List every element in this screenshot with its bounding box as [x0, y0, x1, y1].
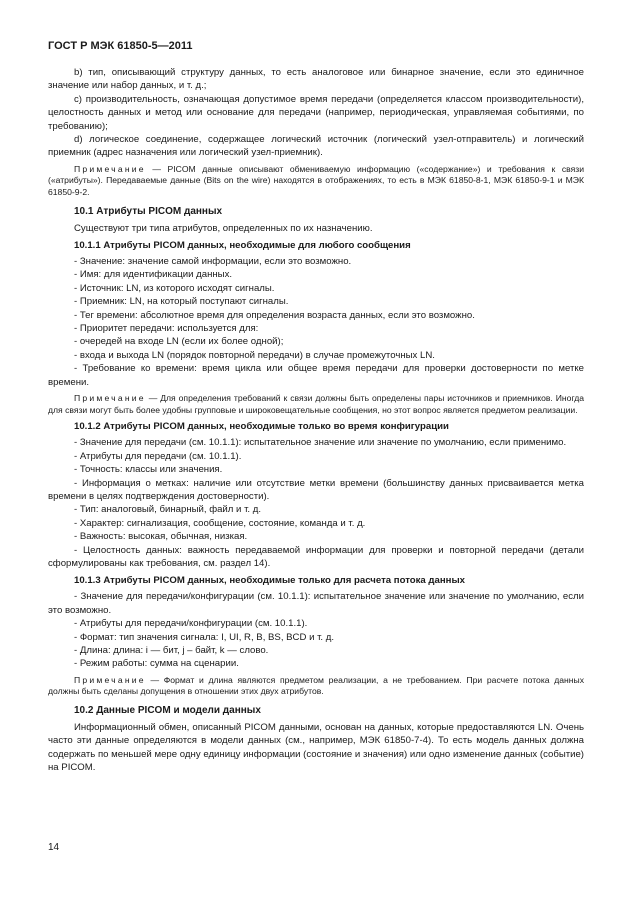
intro-item-b: b) тип, описывающий структуру данных, то есть аналоговое или бинарное значение, если это единичное значение или набор данных, и т. д.;	[48, 67, 584, 92]
list-item: - входа и выхода LN (порядок повторной передачи) в случае промежуточных LN.	[74, 349, 435, 361]
document-page	[48, 40, 584, 775]
list-item: - Целостность данных: важность передаваемой информации для проверки и повторной передачи (детали сформулированы как требования, см. раздел 14).	[48, 544, 584, 569]
note-label: Примечание	[74, 393, 146, 404]
list-item: - Значение для передачи/конфигурации (см. 10.1.1): испытательное значение или значение по умолчанию, если это возможно.	[48, 591, 584, 616]
section-10-2-title: 10.2 Данные PICOM и модели данных	[74, 704, 261, 716]
section-10-1-3-title: 10.1.3 Атрибуты PICOM данных, необходимые только для расчета потока данных	[74, 575, 465, 587]
section-10-1-title: 10.1 Атрибуты PICOM данных	[74, 205, 223, 217]
list-item: - Важность: высокая, обычная, низкая.	[74, 531, 248, 543]
list-item: - Тип: аналоговый, бинарный, файл и т. д.	[74, 504, 262, 516]
list-item: - Значение: значение самой информации, если это возможно.	[74, 256, 352, 268]
note-1	[48, 164, 584, 199]
list-item: - Режим работы: сумма на сценарии.	[74, 658, 239, 670]
list-item: - Приемник: LN, на который поступают сигналы.	[74, 296, 289, 308]
note-label: Примечание	[74, 163, 146, 174]
section-10-1-1-title: 10.1.1 Атрибуты PICOM данных, необходимые для любого сообщения	[74, 240, 411, 252]
page-number: 14	[48, 842, 60, 853]
note-text: — Для определения требований к связи должны быть определены пары источников и приемников. Иногда для связи могут быть более удобны групповые и широковещательные сообщения, но этот вопрос является предметом реализации.	[48, 393, 584, 415]
list-item: - Информация о метках: наличие или отсутствие метки времени (большинству данных присваивается метка времени в целях подтверждения достоверности).	[48, 477, 584, 502]
note-2	[48, 393, 584, 416]
note-3	[48, 675, 584, 698]
note-label: Примечание	[74, 674, 146, 685]
intro-item-c: с) производительность, означающая допустимое время передачи (определяется классом производительности), целостность данных и метод или основание для передачи (например, периодическая, управляемая событиями, по требованию);	[48, 93, 584, 132]
list-item: - Значение для передачи (см. 10.1.1): испытательное значение или значение по умолчанию, если применимо.	[74, 437, 567, 449]
list-item: - Тег времени: абсолютное время для определения возраста данных, если это возможно.	[74, 309, 475, 321]
list-item: - Атрибуты для передачи (см. 10.1.1).	[74, 450, 242, 462]
list-item: - очередей на входе LN (если их более одной);	[74, 336, 284, 348]
list-item: - Точность: классы или значения.	[74, 464, 223, 476]
section-10-1-2-title: 10.1.2 Атрибуты PICOM данных, необходимые только во время конфигурации	[74, 421, 449, 433]
note-text: — PICOM данные описывают обмениваемую информацию («содержание») и требования к связи («атрибуты»). Передаваемые данные (Bits on the wire) находятся в отображениях, то есть в МЭК 61850-8-1, МЭК 61850-9-1 и МЭК 61850-9-2.	[48, 163, 584, 198]
intro-item-d: d) логическое соединение, содержащее логический источник (логический узел-отправитель) и логический приемник (адрес назначения или логический узел-приемник).	[48, 134, 584, 159]
list-item: - Требование ко времени: время цикла или общее время передачи для проверки достоверности по метке времени.	[48, 363, 584, 388]
list-item: - Атрибуты для передачи/конфигурации (см. 10.1.1).	[74, 618, 308, 630]
list-item: - Характер: сигнализация, сообщение, состояние, команда и т. д.	[74, 517, 366, 529]
list-item: - Имя: для идентификации данных.	[74, 269, 233, 281]
document-header: ГОСТ Р МЭК 61850-5—2011	[48, 40, 193, 52]
list-item: - Формат: тип значения сигнала: I, UI, R, B, BS, BCD и т. д.	[74, 631, 335, 643]
section-10-1-text: Существуют три типа атрибутов, определенных по их назначению.	[74, 222, 373, 234]
section-10-2-text: Информационный обмен, описанный PICOM данными, основан на данных, которые предоставляются LN. Очень часто эти данные определяются в модели данных (см., например, МЭК 61850-7-4). То есть модель данных должна содержать по меньшей мере одну единицу информации (состояние и значения) или одно изменение данных (событие) на PICOM.	[48, 721, 584, 774]
list-item: - Длина: длина: i — бит, j – байт, k — слово.	[74, 644, 269, 656]
list-item: - Источник: LN, из которого исходят сигналы.	[74, 282, 275, 294]
list-item: - Приоритет передачи: используется для:	[74, 323, 259, 335]
note-text: — Формат и длина являются предметом реализации, а не требованием. При расчете потока данных должны быть сделаны допущения в отношении этих двух атрибутов.	[48, 674, 584, 697]
